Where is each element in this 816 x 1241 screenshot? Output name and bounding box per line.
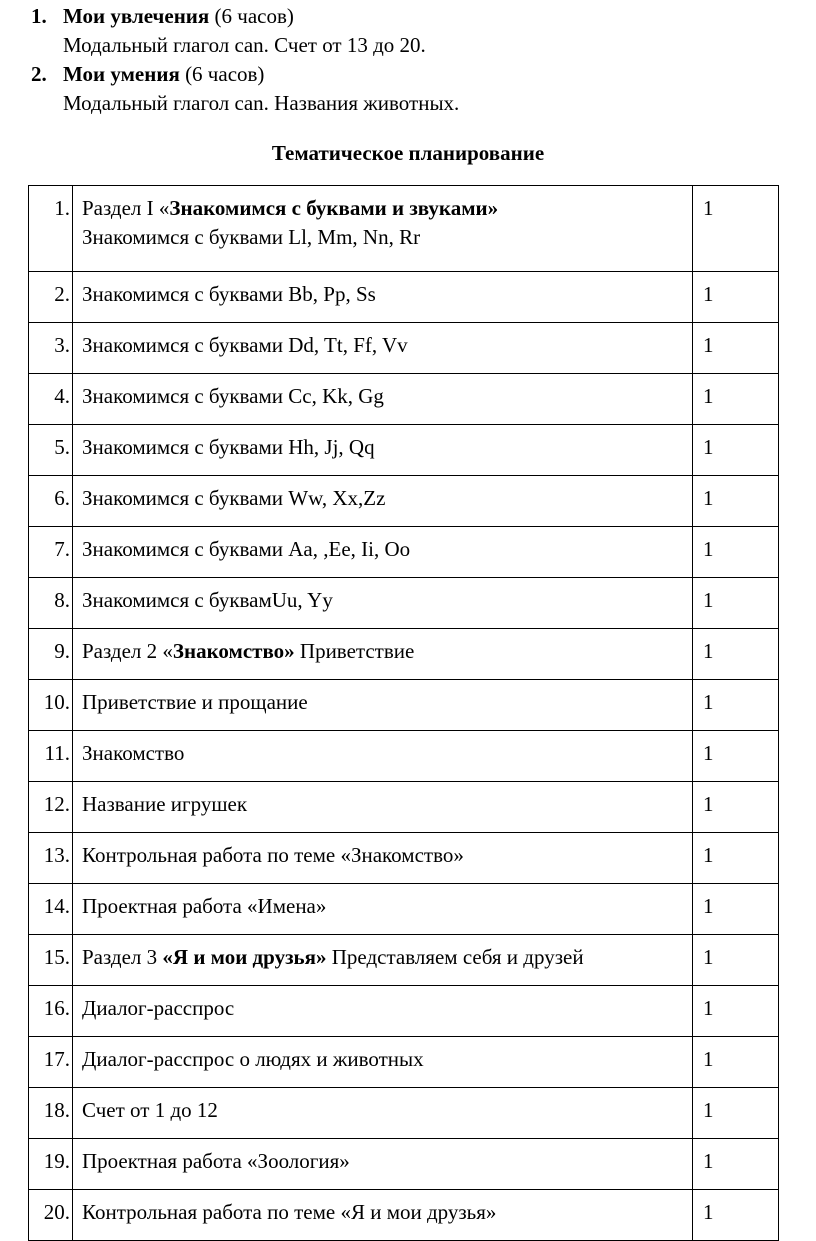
- hours-cell: 1: [693, 186, 779, 272]
- topic-cell: [73, 186, 693, 272]
- topic-line: [82, 1045, 692, 1074]
- topic-text: Контрольная работа по теме «Я и мои друзья»: [82, 1200, 497, 1224]
- row-number-cell: 8.: [29, 578, 73, 629]
- topic-text: Диалог-расспрос: [82, 996, 235, 1020]
- row-number-cell: 20.: [29, 1190, 73, 1241]
- topic-cell: [73, 935, 693, 986]
- topic-line: [82, 637, 692, 666]
- row-number-cell: 18.: [29, 1088, 73, 1139]
- topic-line: [82, 688, 692, 717]
- hours-cell: 1: [693, 1139, 779, 1190]
- section-title: Знакомство»: [172, 639, 295, 663]
- row-number-cell: 4.: [29, 374, 73, 425]
- topic-cell: [73, 629, 693, 680]
- topic-line: [82, 280, 692, 309]
- table-row: [29, 323, 779, 374]
- topic-cell: [73, 527, 693, 578]
- table-row: [29, 425, 779, 476]
- list-item-number: 1.: [31, 4, 47, 28]
- table-row: [29, 272, 779, 323]
- row-number-cell: 15.: [29, 935, 73, 986]
- row-number-cell: 19.: [29, 1139, 73, 1190]
- list-item-hours: (6 часов): [179, 62, 265, 86]
- table-body: [29, 186, 779, 1241]
- row-number-cell: 6.: [29, 476, 73, 527]
- topic-line: [82, 433, 692, 462]
- hours-cell: 1: [693, 782, 779, 833]
- hours-cell: 1: [693, 1190, 779, 1241]
- topic-text: Приветствие и прощание: [82, 690, 308, 714]
- topic-text: Раздел 2 «: [82, 639, 173, 663]
- topic-text: Проектная работа «Имена»: [82, 894, 327, 918]
- table-row: [29, 629, 779, 680]
- row-number-cell: 11.: [29, 731, 73, 782]
- topic-line: [82, 790, 692, 819]
- topic-cell: [73, 1088, 693, 1139]
- topic-line: [82, 1096, 692, 1125]
- topic-cell: [73, 1139, 693, 1190]
- table-row: [29, 374, 779, 425]
- hours-cell: 1: [693, 731, 779, 782]
- topic-text: Представляем себя и друзей: [326, 945, 584, 969]
- topic-text: Знакомимся с буквами Cc, Kk, Gg: [82, 384, 384, 408]
- topic-line: [82, 194, 692, 223]
- topic-text: Раздел I «: [82, 196, 170, 220]
- topic-text: Название игрушек: [82, 792, 248, 816]
- topic-cell: [73, 425, 693, 476]
- hours-cell: 1: [693, 833, 779, 884]
- topic-text: Знакомимся с буквами Bb, Pp, Ss: [82, 282, 376, 306]
- topic-text: Знакомство: [82, 741, 185, 765]
- hours-cell: 1: [693, 935, 779, 986]
- table-row: [29, 833, 779, 884]
- topic-cell: [73, 374, 693, 425]
- table-row: [29, 1088, 779, 1139]
- topic-text: Диалог-расспрос о людях и животных: [82, 1047, 424, 1071]
- topic-text: Приветствие: [294, 639, 415, 663]
- hours-cell: 1: [693, 680, 779, 731]
- list-item: [0, 60, 816, 118]
- list-item-title: Мои умения: [63, 62, 180, 86]
- hours-cell: 1: [693, 1037, 779, 1088]
- section-title: Знакомимся с буквами и звуками»: [169, 196, 499, 220]
- topic-text: Контрольная работа по теме «Знакомство»: [82, 843, 464, 867]
- topic-text: Знакомимся с буквамUu, Yy: [82, 588, 333, 612]
- hours-cell: 1: [693, 578, 779, 629]
- hours-cell: 1: [693, 476, 779, 527]
- row-number-cell: 14.: [29, 884, 73, 935]
- topic-cell: [73, 731, 693, 782]
- topic-cell: [73, 578, 693, 629]
- topic-line: [82, 994, 692, 1023]
- topic-cell: [73, 1190, 693, 1241]
- topic-line: [82, 1198, 692, 1227]
- table-row: [29, 986, 779, 1037]
- numbered-list: [0, 2, 816, 118]
- topic-cell: [73, 1037, 693, 1088]
- row-number-cell: 7.: [29, 527, 73, 578]
- hours-cell: 1: [693, 272, 779, 323]
- row-number-cell: 1.: [29, 186, 73, 272]
- hours-cell: 1: [693, 527, 779, 578]
- topic-line: [82, 943, 692, 972]
- hours-cell: 1: [693, 323, 779, 374]
- table-row: [29, 1037, 779, 1088]
- table-row: [29, 1139, 779, 1190]
- row-number-cell: 16.: [29, 986, 73, 1037]
- list-item-description: Модальный глагол can. Названия животных.: [63, 91, 460, 115]
- topic-text: Счет от 1 до 12: [82, 1098, 218, 1122]
- topic-line: [82, 331, 692, 360]
- hours-cell: 1: [693, 986, 779, 1037]
- topic-line: [82, 484, 692, 513]
- table-row: [29, 1190, 779, 1241]
- topic-cell: [73, 680, 693, 731]
- list-item: [0, 2, 816, 60]
- topic-line: [82, 892, 692, 921]
- list-item-description: Модальный глагол can. Счет от 13 до 20.: [63, 33, 426, 57]
- table-row: [29, 527, 779, 578]
- hours-cell: 1: [693, 425, 779, 476]
- list-item-heading: [31, 2, 294, 31]
- topic-text: Знакомимся с буквами Dd, Tt, Ff, Vv: [82, 333, 408, 357]
- list-item-number: 2.: [31, 62, 47, 86]
- topic-text: Знакомимся с буквами Aa, ,Ee, Ii, Oo: [82, 537, 411, 561]
- list-item-heading: [31, 60, 264, 89]
- topic-line: [82, 535, 692, 564]
- topic-cell: [73, 986, 693, 1037]
- row-number-cell: 3.: [29, 323, 73, 374]
- section-heading: Тематическое планирование: [271, 141, 545, 165]
- list-item-hours: (6 часов): [209, 4, 294, 28]
- table-row: [29, 680, 779, 731]
- topic-cell: [73, 833, 693, 884]
- hours-cell: 1: [693, 629, 779, 680]
- row-number-cell: 9.: [29, 629, 73, 680]
- hours-cell: 1: [693, 1088, 779, 1139]
- topic-line: [82, 586, 692, 615]
- topic-text: Раздел 3: [82, 945, 163, 969]
- topic-cell: [73, 884, 693, 935]
- topic-line: [82, 382, 692, 411]
- topic-text: Знакомимся с буквами Hh, Jj, Qq: [82, 435, 375, 459]
- row-number-cell: 12.: [29, 782, 73, 833]
- topic-line: [82, 1147, 692, 1176]
- hours-cell: 1: [693, 884, 779, 935]
- topic-cell: [73, 323, 693, 374]
- topic-text: Проектная работа «Зоология»: [82, 1149, 350, 1173]
- topic-cell: [73, 476, 693, 527]
- section-title: «Я и мои друзья»: [162, 945, 327, 969]
- table-row: [29, 782, 779, 833]
- topic-line: Знакомимся с буквами Ll, Mm, Nn, Rr: [82, 225, 421, 249]
- table-row: [29, 476, 779, 527]
- hours-cell: 1: [693, 374, 779, 425]
- table-row: [29, 186, 779, 272]
- row-number-cell: 10.: [29, 680, 73, 731]
- topic-cell: [73, 272, 693, 323]
- table-row: [29, 935, 779, 986]
- thematic-plan-table: [28, 185, 779, 1241]
- row-number-cell: 5.: [29, 425, 73, 476]
- topic-line: [82, 841, 692, 870]
- topic-cell: [73, 782, 693, 833]
- topic-line: [82, 739, 692, 768]
- table-row: [29, 578, 779, 629]
- table-row: [29, 731, 779, 782]
- topic-text: Знакомимся с буквами Ww, Xx,Zz: [82, 486, 386, 510]
- row-number-cell: 17.: [29, 1037, 73, 1088]
- table-row: [29, 884, 779, 935]
- row-number-cell: 2.: [29, 272, 73, 323]
- row-number-cell: 13.: [29, 833, 73, 884]
- list-item-title: Мои увлечения: [63, 4, 210, 28]
